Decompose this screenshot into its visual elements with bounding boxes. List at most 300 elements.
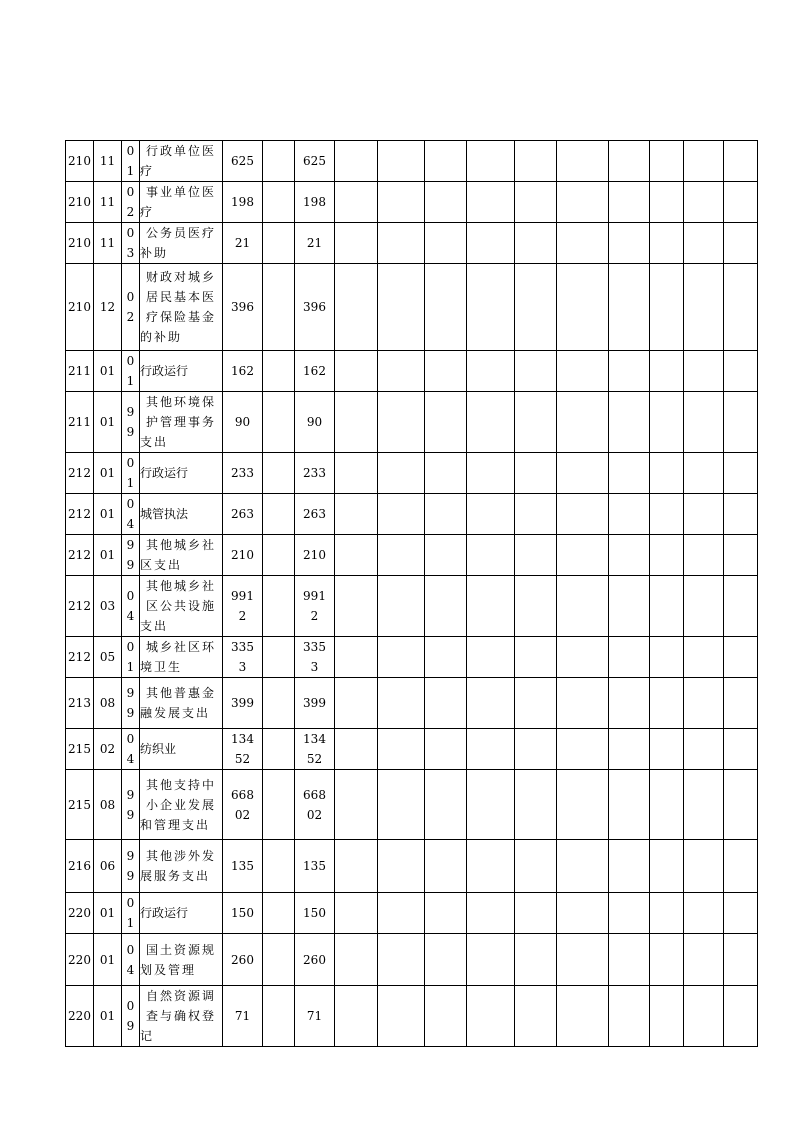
empty-cell [724,351,758,392]
item-name-cell: 国土资源规划及管理 [140,934,223,986]
empty-cell [684,535,724,576]
empty-cell [609,141,650,182]
empty-cell [515,986,557,1047]
empty-cell [609,576,650,637]
empty-cell [335,934,378,986]
basic-amount-cell: 396 [295,264,335,351]
segment-code-cell: 11 [94,141,122,182]
empty-cell [724,637,758,678]
table-row [66,535,758,576]
empty-cell [263,770,295,840]
empty-cell [609,182,650,223]
empty-cell [557,986,609,1047]
class-code-cell: 210 [66,182,94,223]
empty-cell [467,392,515,453]
empty-cell [684,893,724,934]
table-row [66,223,758,264]
empty-cell [335,182,378,223]
table-row [66,986,758,1047]
empty-cell [425,453,467,494]
total-amount-cell: 263 [223,494,263,535]
total-amount-cell: 3353 [223,637,263,678]
empty-cell [684,223,724,264]
empty-cell [724,182,758,223]
item-name-cell: 行政运行 [140,453,223,494]
item-name-cell: 其他城乡社区支出 [140,535,223,576]
empty-cell [557,494,609,535]
empty-cell [724,223,758,264]
empty-cell [335,840,378,893]
empty-cell [724,770,758,840]
empty-cell [378,576,425,637]
total-amount-cell: 135 [223,840,263,893]
empty-cell [335,729,378,770]
segment-code-cell: 01 [94,453,122,494]
empty-cell [467,453,515,494]
item-code-cell: 01 [122,637,140,678]
empty-cell [609,678,650,729]
empty-cell [515,535,557,576]
empty-cell [650,453,684,494]
basic-amount-cell: 399 [295,678,335,729]
empty-cell [684,770,724,840]
table-row [66,576,758,637]
empty-cell [263,893,295,934]
empty-cell [467,535,515,576]
empty-cell [425,678,467,729]
empty-cell [557,223,609,264]
class-code-cell: 212 [66,637,94,678]
item-name-cell: 城乡社区环境卫生 [140,637,223,678]
empty-cell [609,264,650,351]
class-code-cell: 211 [66,351,94,392]
empty-cell [335,264,378,351]
empty-cell [467,576,515,637]
empty-cell [650,351,684,392]
table-row [66,729,758,770]
total-amount-cell: 71 [223,986,263,1047]
empty-cell [684,264,724,351]
empty-cell [515,840,557,893]
empty-cell [467,770,515,840]
empty-cell [425,392,467,453]
empty-cell [515,770,557,840]
empty-cell [263,392,295,453]
empty-cell [425,182,467,223]
item-code-cell: 09 [122,986,140,1047]
empty-cell [467,986,515,1047]
item-name-cell: 行政运行 [140,351,223,392]
item-name-cell: 公务员医疗补助 [140,223,223,264]
basic-amount-cell: 260 [295,934,335,986]
empty-cell [425,893,467,934]
empty-cell [263,351,295,392]
basic-amount-cell: 21 [295,223,335,264]
total-amount-cell: 13452 [223,729,263,770]
empty-cell [557,141,609,182]
basic-amount-cell: 233 [295,453,335,494]
empty-cell [515,637,557,678]
empty-cell [609,934,650,986]
empty-cell [467,893,515,934]
empty-cell [515,141,557,182]
empty-cell [335,678,378,729]
empty-cell [378,453,425,494]
empty-cell [609,392,650,453]
empty-cell [425,264,467,351]
basic-amount-cell: 198 [295,182,335,223]
empty-cell [684,182,724,223]
item-name-cell: 城管执法 [140,494,223,535]
item-name-cell: 纺织业 [140,729,223,770]
total-amount-cell: 21 [223,223,263,264]
empty-cell [684,351,724,392]
empty-cell [557,351,609,392]
empty-cell [335,576,378,637]
table-row [66,893,758,934]
empty-cell [425,535,467,576]
empty-cell [609,637,650,678]
empty-cell [515,392,557,453]
empty-cell [335,351,378,392]
table-row [66,392,758,453]
class-code-cell: 220 [66,893,94,934]
empty-cell [650,223,684,264]
class-code-cell: 212 [66,494,94,535]
class-code-cell: 216 [66,840,94,893]
empty-cell [515,678,557,729]
empty-cell [335,141,378,182]
empty-cell [263,223,295,264]
empty-cell [425,351,467,392]
class-code-cell: 215 [66,770,94,840]
total-amount-cell: 260 [223,934,263,986]
item-code-cell: 01 [122,893,140,934]
basic-amount-cell: 71 [295,986,335,1047]
empty-cell [378,141,425,182]
empty-cell [467,351,515,392]
total-amount-cell: 90 [223,392,263,453]
item-name-cell: 事业单位医疗 [140,182,223,223]
total-amount-cell: 233 [223,453,263,494]
basic-amount-cell: 13452 [295,729,335,770]
segment-code-cell: 03 [94,576,122,637]
item-code-cell: 02 [122,182,140,223]
segment-code-cell: 01 [94,986,122,1047]
empty-cell [335,223,378,264]
item-code-cell: 99 [122,770,140,840]
item-name-cell: 行政运行 [140,893,223,934]
total-amount-cell: 399 [223,678,263,729]
empty-cell [609,770,650,840]
empty-cell [335,893,378,934]
empty-cell [684,986,724,1047]
empty-cell [684,453,724,494]
empty-cell [263,453,295,494]
basic-amount-cell: 625 [295,141,335,182]
empty-cell [467,637,515,678]
empty-cell [378,770,425,840]
empty-cell [650,678,684,729]
empty-cell [650,392,684,453]
empty-cell [467,840,515,893]
segment-code-cell: 01 [94,535,122,576]
segment-code-cell: 11 [94,182,122,223]
basic-amount-cell: 263 [295,494,335,535]
empty-cell [724,678,758,729]
empty-cell [650,840,684,893]
empty-cell [378,392,425,453]
empty-cell [724,576,758,637]
empty-cell [425,223,467,264]
segment-code-cell: 02 [94,729,122,770]
budget-table [65,140,758,1047]
empty-cell [263,637,295,678]
empty-cell [467,729,515,770]
basic-amount-cell: 3353 [295,637,335,678]
empty-cell [684,729,724,770]
empty-cell [263,576,295,637]
table-row [66,637,758,678]
empty-cell [378,351,425,392]
empty-cell [650,893,684,934]
empty-cell [425,576,467,637]
empty-cell [467,141,515,182]
empty-cell [515,351,557,392]
table-row [66,494,758,535]
empty-cell [724,893,758,934]
empty-cell [557,678,609,729]
empty-cell [335,494,378,535]
table-row [66,934,758,986]
empty-cell [425,840,467,893]
empty-cell [684,392,724,453]
empty-cell [609,535,650,576]
segment-code-cell: 11 [94,223,122,264]
empty-cell [263,182,295,223]
empty-cell [378,637,425,678]
empty-cell [467,678,515,729]
table-row [66,351,758,392]
empty-cell [609,840,650,893]
empty-cell [425,729,467,770]
table-row [66,770,758,840]
empty-cell [724,535,758,576]
empty-cell [724,986,758,1047]
class-code-cell: 212 [66,535,94,576]
empty-cell [263,840,295,893]
empty-cell [609,453,650,494]
basic-amount-cell: 90 [295,392,335,453]
empty-cell [609,494,650,535]
empty-cell [378,182,425,223]
segment-code-cell: 12 [94,264,122,351]
item-code-cell: 99 [122,840,140,893]
empty-cell [724,934,758,986]
empty-cell [650,934,684,986]
empty-cell [724,729,758,770]
item-name-cell: 行政单位医疗 [140,141,223,182]
empty-cell [684,637,724,678]
table-row [66,453,758,494]
empty-cell [263,729,295,770]
empty-cell [515,893,557,934]
segment-code-cell: 08 [94,678,122,729]
class-code-cell: 210 [66,141,94,182]
item-name-cell: 其他城乡社区公共设施支出 [140,576,223,637]
basic-amount-cell: 210 [295,535,335,576]
empty-cell [684,678,724,729]
empty-cell [557,576,609,637]
empty-cell [515,729,557,770]
item-name-cell: 其他支持中小企业发展和管理支出 [140,770,223,840]
item-name-cell: 其他涉外发展服务支出 [140,840,223,893]
empty-cell [425,934,467,986]
empty-cell [609,351,650,392]
empty-cell [425,637,467,678]
item-code-cell: 99 [122,678,140,729]
empty-cell [425,141,467,182]
empty-cell [557,264,609,351]
empty-cell [724,141,758,182]
item-code-cell: 03 [122,223,140,264]
segment-code-cell: 01 [94,392,122,453]
class-code-cell: 210 [66,223,94,264]
item-code-cell: 99 [122,535,140,576]
empty-cell [650,576,684,637]
item-code-cell: 01 [122,453,140,494]
table-row [66,182,758,223]
empty-cell [378,494,425,535]
empty-cell [609,986,650,1047]
empty-cell [515,182,557,223]
table-row [66,840,758,893]
class-code-cell: 212 [66,453,94,494]
total-amount-cell: 162 [223,351,263,392]
class-code-cell: 212 [66,576,94,637]
class-code-cell: 215 [66,729,94,770]
empty-cell [378,840,425,893]
empty-cell [557,840,609,893]
empty-cell [378,729,425,770]
empty-cell [557,392,609,453]
empty-cell [378,223,425,264]
empty-cell [557,453,609,494]
empty-cell [515,934,557,986]
empty-cell [335,392,378,453]
empty-cell [515,494,557,535]
empty-cell [335,986,378,1047]
total-amount-cell: 9912 [223,576,263,637]
empty-cell [378,893,425,934]
segment-code-cell: 01 [94,893,122,934]
class-code-cell: 220 [66,986,94,1047]
item-code-cell: 02 [122,264,140,351]
segment-code-cell: 08 [94,770,122,840]
item-code-cell: 01 [122,141,140,182]
empty-cell [335,770,378,840]
class-code-cell: 213 [66,678,94,729]
total-amount-cell: 396 [223,264,263,351]
empty-cell [650,535,684,576]
empty-cell [425,770,467,840]
segment-code-cell: 01 [94,494,122,535]
empty-cell [467,264,515,351]
segment-code-cell: 01 [94,351,122,392]
empty-cell [684,840,724,893]
empty-cell [515,453,557,494]
basic-amount-cell: 162 [295,351,335,392]
empty-cell [650,264,684,351]
empty-cell [609,223,650,264]
class-code-cell: 211 [66,392,94,453]
table-row [66,264,758,351]
empty-cell [684,576,724,637]
empty-cell [650,637,684,678]
item-code-cell: 01 [122,351,140,392]
empty-cell [650,729,684,770]
table-row [66,141,758,182]
empty-cell [467,182,515,223]
total-amount-cell: 66802 [223,770,263,840]
empty-cell [515,223,557,264]
segment-code-cell: 05 [94,637,122,678]
total-amount-cell: 198 [223,182,263,223]
empty-cell [263,934,295,986]
item-code-cell: 99 [122,392,140,453]
empty-cell [263,141,295,182]
empty-cell [650,182,684,223]
empty-cell [263,678,295,729]
empty-cell [467,934,515,986]
empty-cell [425,494,467,535]
empty-cell [724,392,758,453]
empty-cell [557,893,609,934]
item-code-cell: 04 [122,576,140,637]
empty-cell [650,986,684,1047]
empty-cell [378,264,425,351]
empty-cell [684,934,724,986]
empty-cell [684,141,724,182]
empty-cell [378,535,425,576]
basic-amount-cell: 9912 [295,576,335,637]
empty-cell [557,182,609,223]
empty-cell [650,141,684,182]
empty-cell [425,986,467,1047]
empty-cell [467,494,515,535]
item-code-cell: 04 [122,494,140,535]
empty-cell [557,535,609,576]
empty-cell [557,770,609,840]
empty-cell [378,986,425,1047]
empty-cell [609,729,650,770]
item-name-cell: 其他环境保护管理事务支出 [140,392,223,453]
item-name-cell: 自然资源调查与确权登记 [140,986,223,1047]
empty-cell [724,453,758,494]
empty-cell [335,637,378,678]
empty-cell [263,494,295,535]
empty-cell [467,223,515,264]
empty-cell [515,576,557,637]
empty-cell [263,264,295,351]
basic-amount-cell: 135 [295,840,335,893]
total-amount-cell: 150 [223,893,263,934]
empty-cell [515,264,557,351]
item-name-cell: 其他普惠金融发展支出 [140,678,223,729]
empty-cell [609,893,650,934]
empty-cell [557,637,609,678]
empty-cell [335,535,378,576]
